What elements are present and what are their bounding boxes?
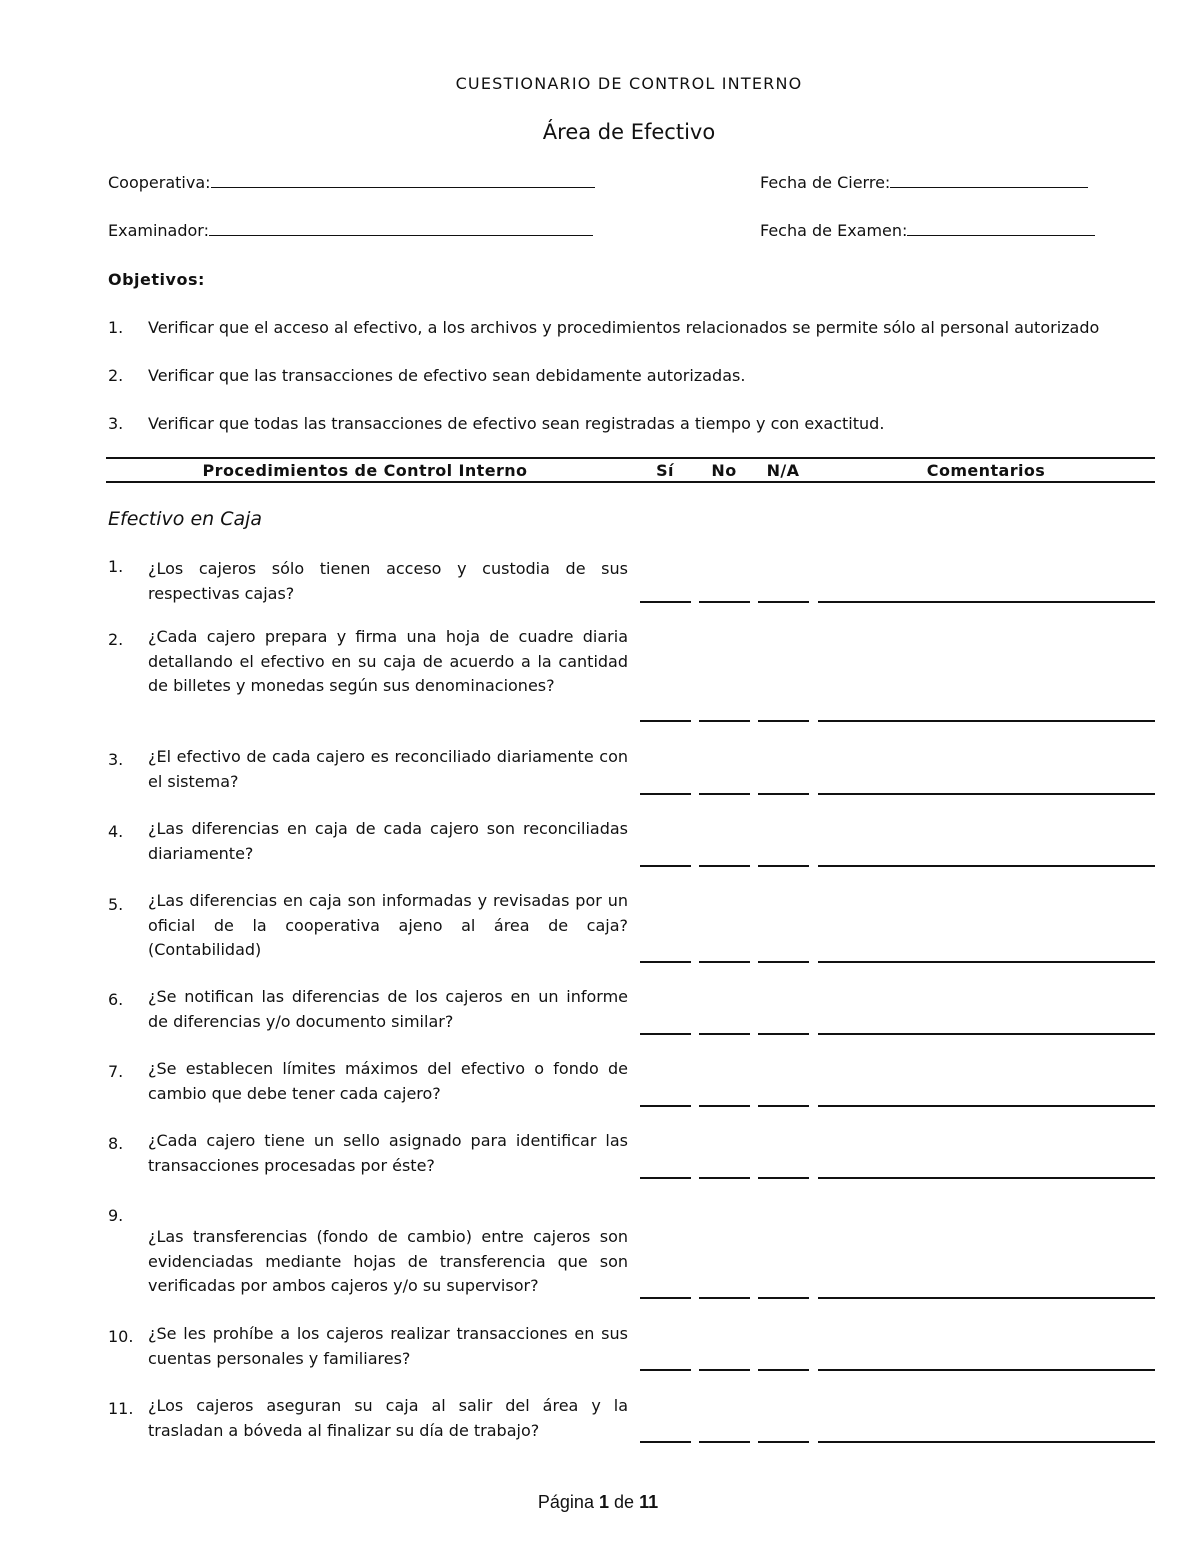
objective-number: 3.: [108, 414, 124, 433]
examinador-field[interactable]: [108, 221, 593, 240]
footer-prefix: Página: [537, 1492, 594, 1512]
objective-number: 2.: [108, 366, 124, 385]
question-number: 5.: [108, 895, 124, 914]
question-number: 4.: [108, 822, 124, 841]
question-number: 1.: [108, 557, 124, 576]
objective-number: 1.: [108, 318, 124, 337]
question-text: ¿Las diferencias en caja de cada cajero son reconciliadas diariamente?: [148, 819, 628, 863]
fecha-cierre-blank[interactable]: [890, 173, 1088, 188]
fecha-cierre-field[interactable]: [760, 173, 1088, 192]
si-blank[interactable]: [640, 1105, 691, 1107]
na-blank[interactable]: [758, 601, 809, 603]
question-text: ¿El efectivo de cada cajero es reconciliado diariamente con el sistema?: [148, 747, 628, 791]
si-column-header: Sí: [656, 461, 674, 480]
fecha-examen-blank[interactable]: [907, 221, 1095, 236]
cooperativa-field[interactable]: [108, 173, 595, 192]
na-blank[interactable]: [758, 961, 809, 963]
comments-blank[interactable]: [818, 1177, 1155, 1179]
comments-blank[interactable]: [818, 720, 1155, 722]
comments-blank[interactable]: [818, 1105, 1155, 1107]
si-blank[interactable]: [640, 961, 691, 963]
no-blank[interactable]: [699, 1033, 750, 1035]
comments-blank[interactable]: [818, 1033, 1155, 1035]
question-number: 10.: [108, 1327, 134, 1346]
question-number: 7.: [108, 1062, 124, 1081]
document-title: CUESTIONARIO DE CONTROL INTERNO: [455, 74, 803, 93]
na-blank[interactable]: [758, 1297, 809, 1299]
footer-total-pages: 11: [639, 1492, 659, 1512]
na-blank[interactable]: [758, 793, 809, 795]
question-text: ¿Se notifican las diferencias de los cajeros en un informe de diferencias y/o documento similar?: [148, 987, 628, 1031]
objective-text: Verificar que el acceso al efectivo, a los archivos y procedimientos relacionados se permite sólo al personal autorizado: [148, 318, 1100, 337]
fecha-examen-label: Fecha de Examen:: [760, 221, 908, 240]
section-heading: Efectivo en Caja: [108, 508, 263, 530]
no-blank[interactable]: [699, 1369, 750, 1371]
question-number: 6.: [108, 990, 124, 1009]
na-blank[interactable]: [758, 720, 809, 722]
no-blank[interactable]: [699, 1177, 750, 1179]
si-blank[interactable]: [640, 1369, 691, 1371]
si-blank[interactable]: [640, 720, 691, 722]
cooperativa-label: Cooperativa:: [108, 173, 211, 192]
question-text: ¿Los cajeros aseguran su caja al salir del área y la trasladan a bóveda al finalizar su día de trabajo?: [148, 1396, 628, 1440]
document-subtitle: Área de Efectivo: [542, 120, 716, 144]
na-blank[interactable]: [758, 865, 809, 867]
comments-blank[interactable]: [818, 793, 1155, 795]
si-blank[interactable]: [640, 1033, 691, 1035]
no-blank[interactable]: [699, 793, 750, 795]
objective-text: Verificar que las transacciones de efectivo sean debidamente autorizadas.: [148, 366, 746, 385]
examinador-label: Examinador:: [108, 221, 209, 240]
fecha-examen-field[interactable]: [760, 221, 1095, 240]
question-number: 9.: [108, 1206, 124, 1225]
question-text: ¿Cada cajero prepara y firma una hoja de cuadre diaria detallando el efectivo en su caja de acuerdo a la cantidad de billetes y monedas según sus denominaciones?: [148, 627, 628, 695]
question-text: ¿Los cajeros sólo tienen acceso y custodia de sus respectivas cajas?: [148, 559, 628, 603]
procedures-column-header: Procedimientos de Control Interno: [202, 461, 528, 480]
no-blank[interactable]: [699, 601, 750, 603]
comments-blank[interactable]: [818, 601, 1155, 603]
na-column-header: N/A: [766, 461, 800, 480]
question-number: 2.: [108, 630, 124, 649]
na-blank[interactable]: [758, 1105, 809, 1107]
no-blank[interactable]: [699, 1105, 750, 1107]
question-number: 8.: [108, 1134, 124, 1153]
question-number: 3.: [108, 750, 124, 769]
na-blank[interactable]: [758, 1033, 809, 1035]
footer-middle: de: [614, 1492, 635, 1512]
no-blank[interactable]: [699, 1441, 750, 1443]
no-blank[interactable]: [699, 961, 750, 963]
si-blank[interactable]: [640, 1297, 691, 1299]
page-footer: [0, 1492, 1196, 1513]
comments-blank[interactable]: [818, 1297, 1155, 1299]
question-text: ¿Las transferencias (fondo de cambio) entre cajeros son evidenciadas mediante hojas de transferencia que son verificadas por ambos cajeros y/o su supervisor?: [148, 1227, 628, 1295]
objective-text: Verificar que todas las transacciones de efectivo sean registradas a tiempo y con exactitud.: [148, 414, 885, 433]
table-header-rule: [106, 481, 1155, 483]
no-blank[interactable]: [699, 865, 750, 867]
comments-blank[interactable]: [818, 961, 1155, 963]
examinador-blank[interactable]: [209, 221, 593, 236]
table-top-rule: [106, 457, 1155, 459]
objectives-heading: Objetivos:: [108, 270, 205, 289]
si-blank[interactable]: [640, 1177, 691, 1179]
question-text: ¿Cada cajero tiene un sello asignado para identificar las transacciones procesadas por éste?: [148, 1131, 628, 1175]
na-blank[interactable]: [758, 1441, 809, 1443]
si-blank[interactable]: [640, 1441, 691, 1443]
question-text: ¿Las diferencias en caja son informadas y revisadas por un oficial de la cooperativa ajeno al área de caja? (Contabilidad): [148, 891, 628, 959]
comments-blank[interactable]: [818, 1441, 1155, 1443]
si-blank[interactable]: [640, 865, 691, 867]
no-blank[interactable]: [699, 1297, 750, 1299]
fecha-cierre-label: Fecha de Cierre:: [760, 173, 891, 192]
no-blank[interactable]: [699, 720, 750, 722]
si-blank[interactable]: [640, 601, 691, 603]
comments-blank[interactable]: [818, 865, 1155, 867]
si-blank[interactable]: [640, 793, 691, 795]
no-column-header: No: [711, 461, 737, 480]
comments-blank[interactable]: [818, 1369, 1155, 1371]
question-text: ¿Se establecen límites máximos del efectivo o fondo de cambio que debe tener cada cajero?: [148, 1059, 628, 1103]
na-blank[interactable]: [758, 1177, 809, 1179]
na-blank[interactable]: [758, 1369, 809, 1371]
footer-current-page: 1: [598, 1492, 609, 1512]
cooperativa-blank[interactable]: [211, 173, 595, 188]
comments-column-header: Comentarios: [926, 461, 1046, 480]
question-number: 11.: [108, 1399, 134, 1418]
question-text: ¿Se les prohíbe a los cajeros realizar transacciones en sus cuentas personales y familiares?: [148, 1324, 628, 1368]
